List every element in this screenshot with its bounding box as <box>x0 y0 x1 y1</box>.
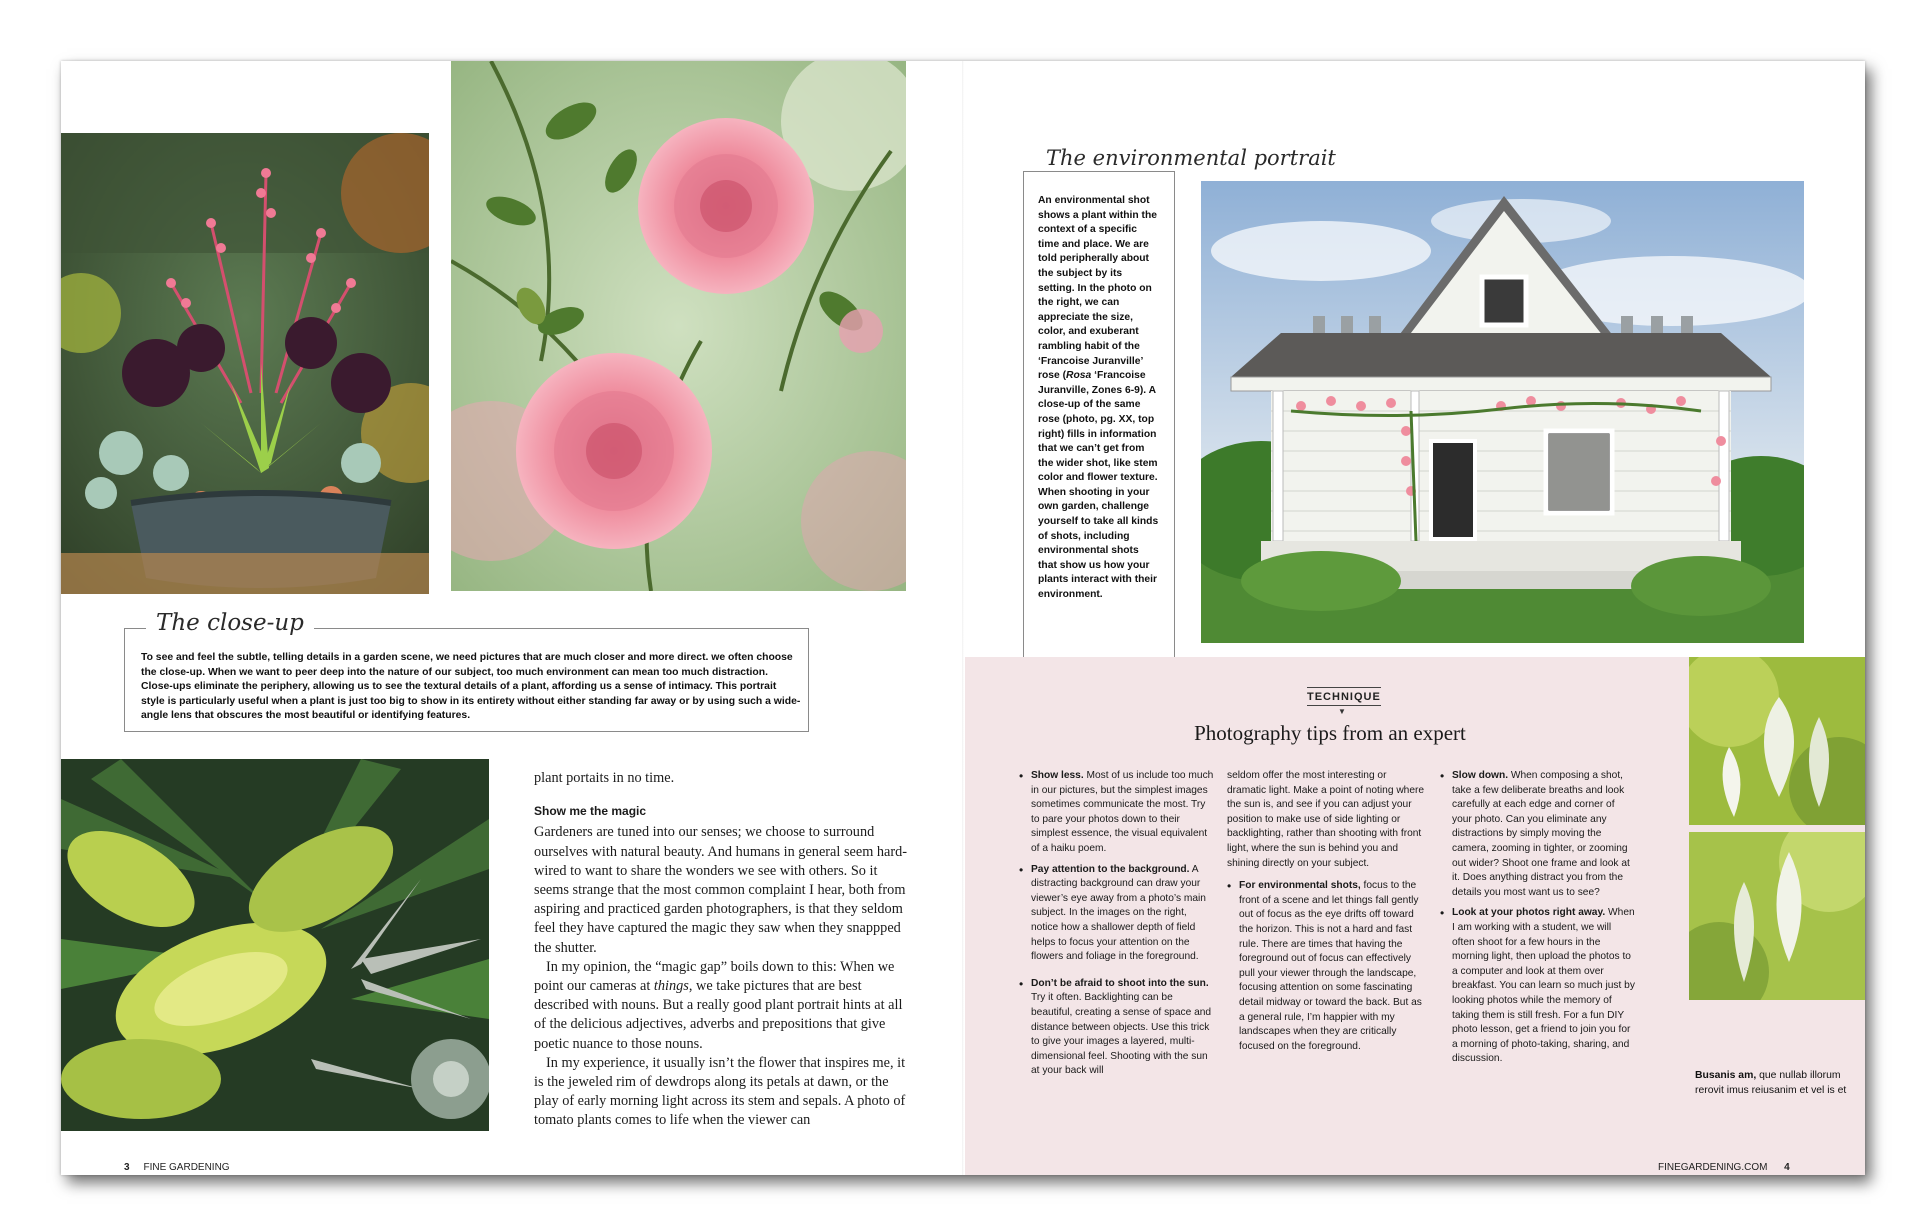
tip-head: For environmental shots, <box>1239 880 1361 892</box>
gutter <box>962 61 964 1175</box>
tip-head: Show less. <box>1031 770 1084 781</box>
tip-head: Slow down. <box>1452 770 1509 781</box>
article-paragraph-1: Gardeners are tuned into our senses; we choose to surround ourselves with natural beauty. And humans in general seem hard-wired to want to share the wonders we see with others. So it seems strange that the most common complaint I hear, both from aspiring and practiced garden photographers, is that they seldom feel they have captured the magic they saw when they snappped the shutter. <box>534 824 908 956</box>
tip-body: A distracting background can draw your viewer’s eye away from a photo’s main subject. In the images on the right, notice how a shallower depth of field helps to focus your attention on the flowers and foliage in the foreground. <box>1031 863 1206 963</box>
caption-rest: que nullab illorum rerovit imus reiusanim et vel is et <box>1695 1070 1847 1096</box>
tip-head: Pay attention to the background. <box>1031 863 1190 875</box>
folio-right <box>1658 1162 1790 1173</box>
article-paragraph-2 <box>534 958 914 1054</box>
technique-label: TECHNIQUE <box>1307 687 1381 706</box>
tip-item <box>1440 769 1636 900</box>
technique-caret-icon: ▼ <box>1338 707 1346 716</box>
technique-title: Photography tips from an expert <box>1194 721 1466 745</box>
tips-column-2 <box>1227 769 1427 1060</box>
hosta-fern-photo <box>61 759 489 1131</box>
tip-head: Don’t be afraid to shoot into the sun. <box>1031 977 1209 989</box>
article-paragraph-2-italic: things <box>653 978 689 995</box>
environmental-text-italic: Rosa <box>1066 370 1092 382</box>
magazine-name: FINE GARDENING <box>143 1162 230 1173</box>
closeup-box <box>124 628 809 732</box>
dove-tree-photo-2 <box>1689 832 1865 1000</box>
environmental-box <box>1023 171 1175 663</box>
article-column <box>534 769 914 1131</box>
succulent-container-photo <box>61 133 429 594</box>
article-paragraph-3: In my experience, it usually isn’t the flower that inspires me, it is the jeweled rim of dewdrops along its petals at dawn, or the play of early morning light across its stem and sepals. A photo of tomato plants comes to life when the viewer can <box>534 1054 906 1129</box>
article-paragraph-2-b: , we take pictures that are best described with nouns. But a really good plant portrait hints at all of the delicious adjectives, adverbs and prepositions that give poetic nuance to those nouns. <box>534 978 903 1052</box>
tip-item <box>1019 863 1215 965</box>
article-paragraph-2-a: In my opinion, the “magic gap” boils down to this: When we point our cameras at <box>534 958 895 995</box>
environmental-text-a: An environmental shot shows a plant within the context of a specific time and place. We are told peripherally about the subject by its setting. In the photo on the right, we can appreciate the size, color, and exuberant rambling habit of the ‘Francoise Juranville’ rose ( <box>1038 195 1157 382</box>
tip-continued: seldom offer the most interesting or dramatic light. Make a point of noting where the sun is, and see if you can adjust your position to make use of side lighting or backlighting, rather than shooting with front light, where the sun is behind you and shining directly on your subject. <box>1227 770 1425 869</box>
magazine-spread <box>61 61 1865 1175</box>
tips-column-1 <box>1019 769 1215 1085</box>
article-lead-line: plant portaits in no time. <box>534 770 675 786</box>
tip-body: When I am working with a student, we will often shoot for a few hours in the morning light, then upload the photos to a computer and look at them over breakfast. You can learn so much just by looking photos while the memory of taking them is still fresh. For a fun DIY photo lesson, get a friend to join you for a morning of photo-taking, sharing, and discussion. <box>1452 907 1635 1065</box>
tips-column-3 <box>1440 769 1636 1073</box>
dove-tree-photo-1 <box>1689 657 1865 825</box>
environmental-heading: The environmental portrait <box>1036 146 1346 170</box>
closeup-text: To see and feel the subtle, telling details in a garden scene, we need pictures that are much closer and more direct. we often choose the close-up. When we want to peer deep into the nature of our subject, too much environment can mean too much distraction. Close-ups eliminate the periphery, allowing us to see the textural details of a plant, affording us a sense of intimacy. This portrait style is particularly useful when a plant is just too big to show in its entirety without either standing far away or by using such a wide-angle lens that obscures the most beautiful or identifying features. <box>141 652 801 722</box>
website: FINEGARDENING.COM <box>1658 1162 1768 1173</box>
closeup-heading: The close-up <box>146 610 314 636</box>
environmental-text-b: ‘Francoise Juranville, Zones 6-9). A close-up of the same rose (photo, pg. XX, top right) fills in information that we can’t get from the wider shot, like stem color and flower texture. When shooting in your own garden, challenge yourself to take all kinds of shots, including environmental shots that show us how your plants interact with their environment. <box>1038 370 1159 601</box>
article-subhead: Show me the magic <box>534 804 647 819</box>
photo-caption <box>1695 1069 1855 1098</box>
folio-left <box>124 1162 230 1173</box>
tip-head: Look at your photos right away. <box>1452 907 1606 919</box>
pink-rose-photo <box>451 61 906 591</box>
tip-body: Most of us include too much in our pictures, but the simplest images sometimes communicate the most. Try to pare your photos down to their simplest essence, the visual equivalent of a haiku poem. <box>1031 770 1214 854</box>
tip-body: Try it often. Backlighting can be beautiful, creating a sense of space and distance between objects. Use this trick to give your images a layered, multi-dimensional feel. Shooting with the sun at your back will <box>1031 992 1212 1077</box>
page-number-right: 4 <box>1784 1162 1790 1173</box>
cottage-photo <box>1201 181 1804 643</box>
tip-item <box>1440 906 1636 1067</box>
caption-bold: Busanis am, <box>1695 1070 1757 1081</box>
page-number-left: 3 <box>124 1162 130 1173</box>
tip-item <box>1019 769 1215 857</box>
tip-body: focus to the front of a scene and let things fall gently out of focus as the eye drifts off toward the horizon. This is not a hard and fast rule. There are times that having the foreground out of focus can effectively pull your viewer through the landscape, focusing attention on some fascinating detail midway or toward the back. But as a general rule, I’m happier with my landscapes when they are critically focused on the foreground. <box>1239 880 1422 1052</box>
tip-item <box>1227 879 1427 1054</box>
environmental-text <box>1038 194 1160 603</box>
tip-body: When composing a shot, take a few deliberate breaths and look carefully at each edge and corner of your photo. Can you eliminate any distractions by simply moving the camera, zooming in tighter, or zooming out wider? Shoot one frame and look at it. Does anything distract you from the details you most want us to see? <box>1452 770 1630 898</box>
tip-item <box>1019 977 1215 1079</box>
